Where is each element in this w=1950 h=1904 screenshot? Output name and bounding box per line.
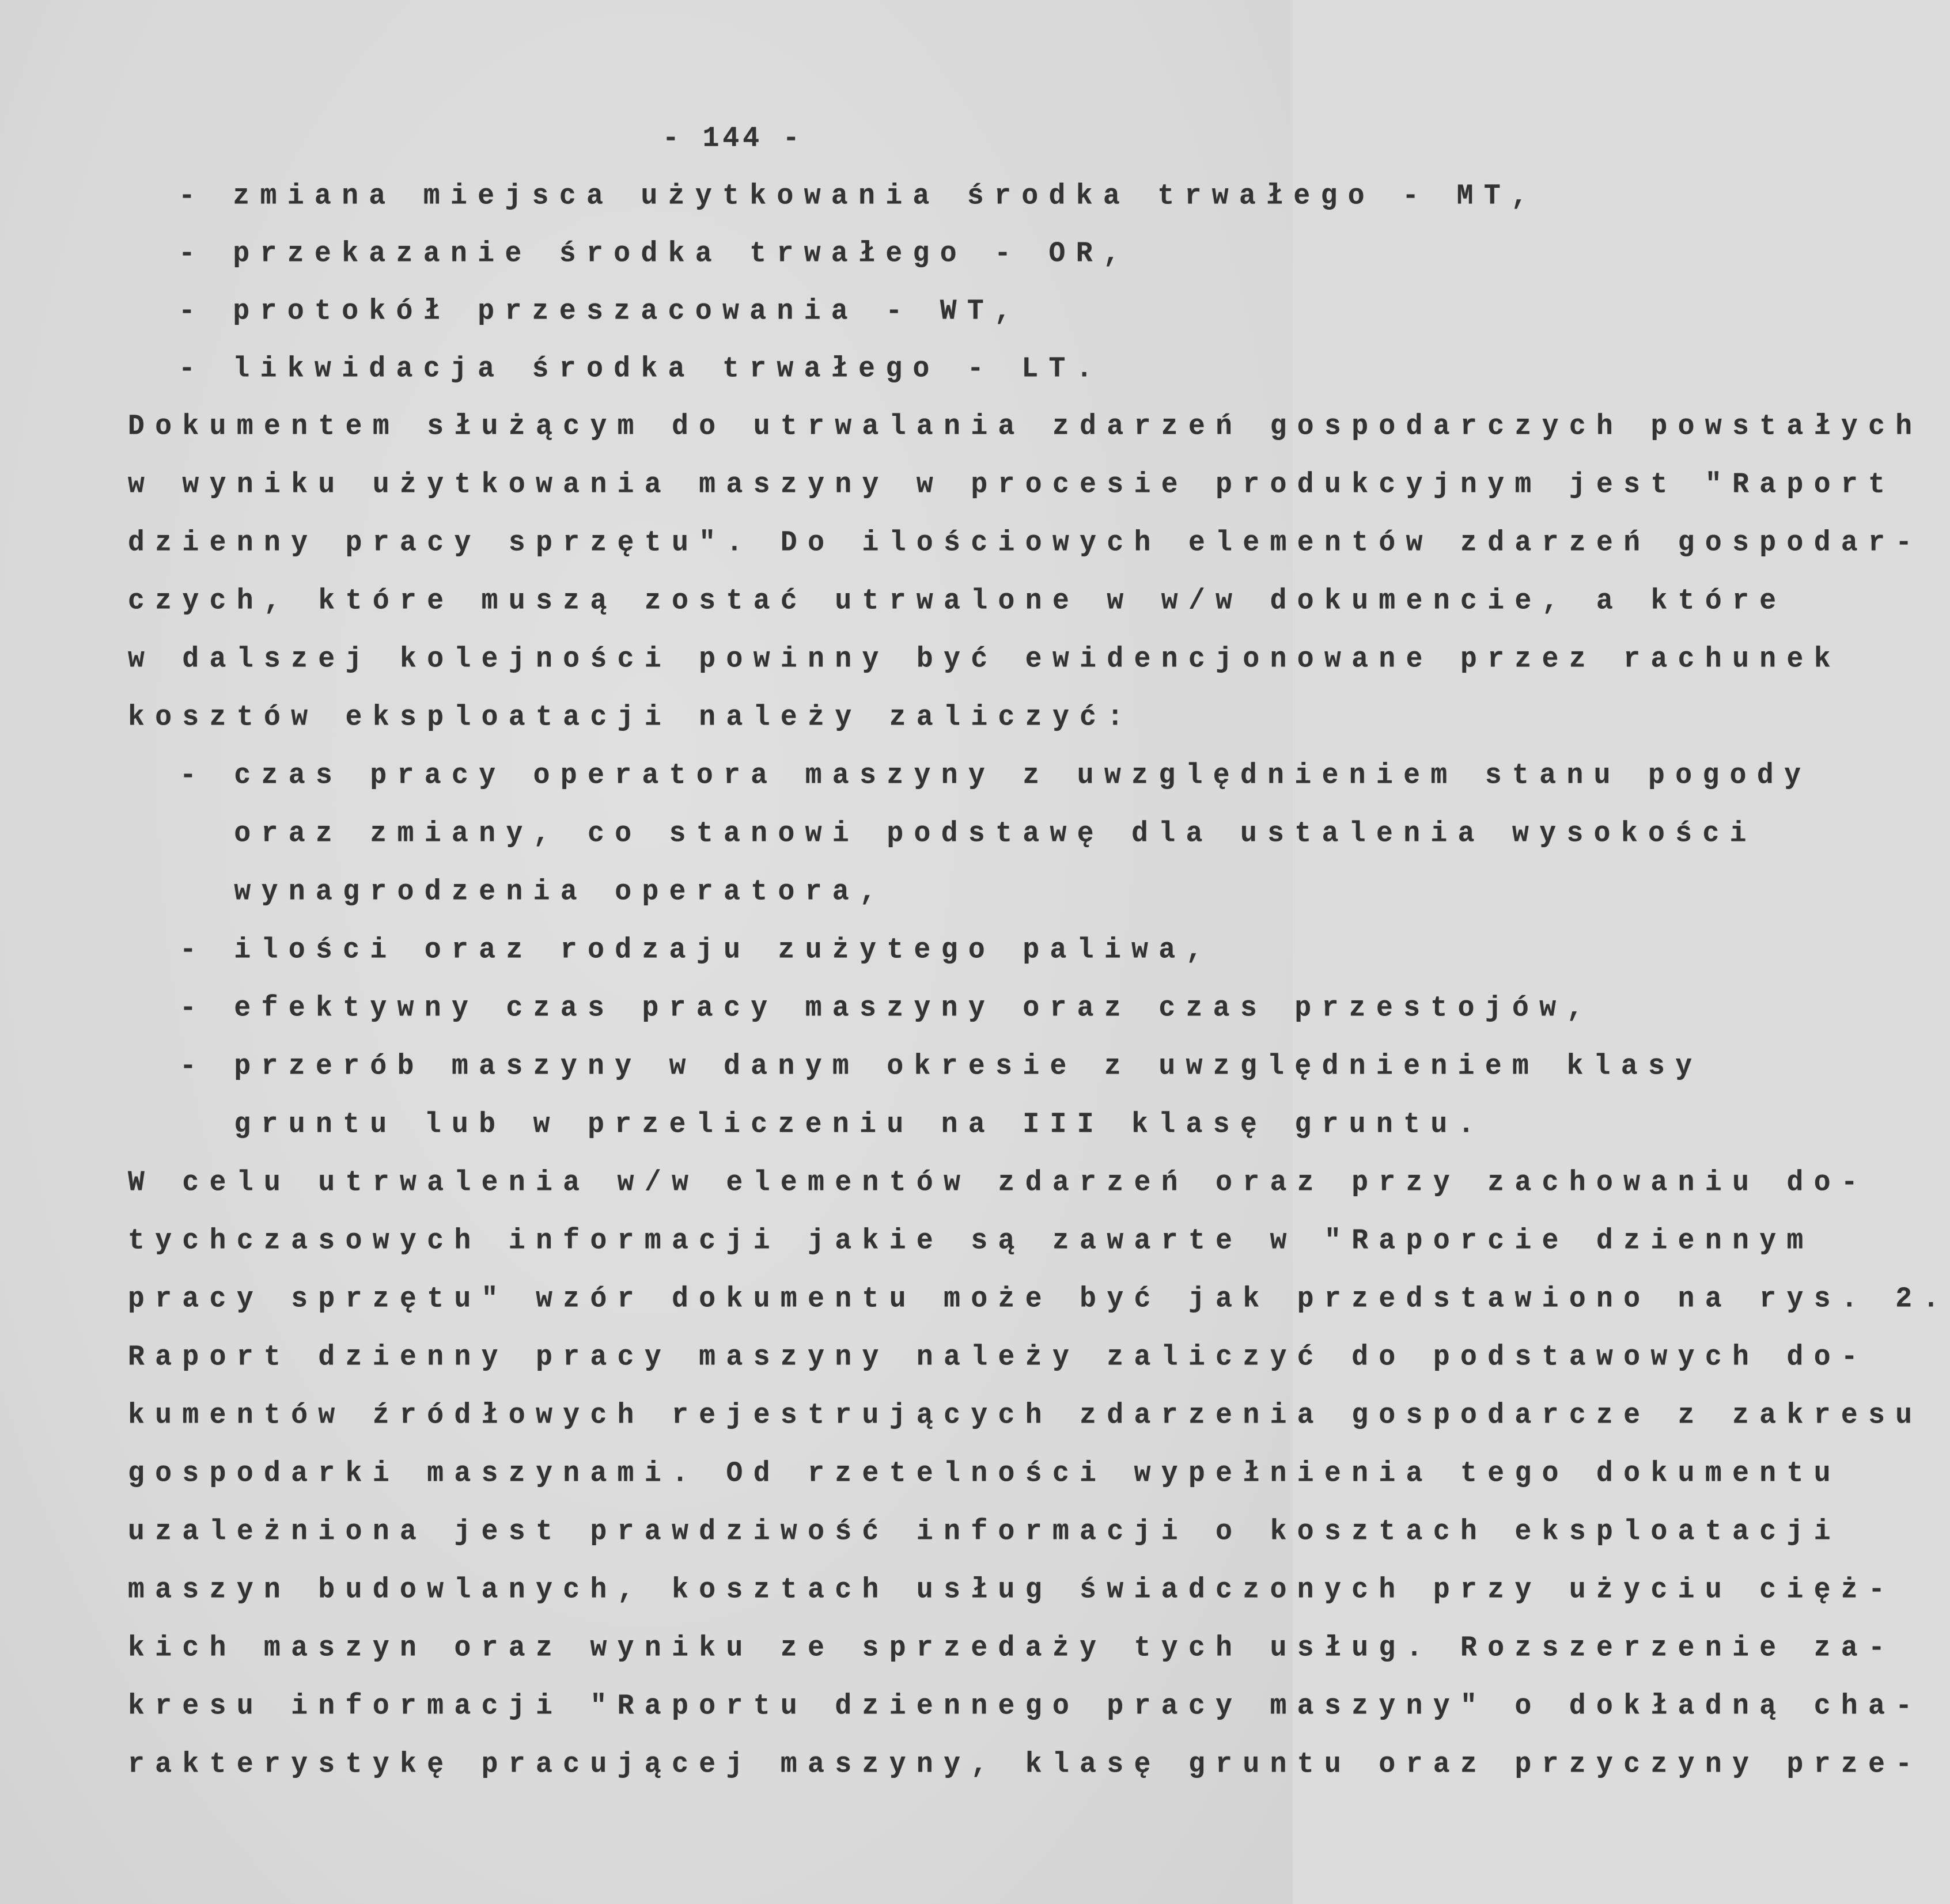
text-line: w dalszej kolejności powinny być ewidencjonowane przez rachunek — [128, 643, 1841, 676]
text-line: kosztów eksploatacji należy zaliczyć: — [128, 701, 1134, 734]
text-line: Raport dzienny pracy maszyny należy zaliczyć do podstawowych do- — [128, 1341, 1869, 1374]
list-item: - zmiana miejsca użytkowania środka trwałego - MT, — [179, 180, 1539, 213]
text-line: dzienny pracy sprzętu". Do ilościowych elementów zdarzeń gospodar- — [128, 526, 1923, 560]
list-item: - przekazanie środka trwałego - OR, — [179, 237, 1131, 271]
list-item: - likwidacja środka trwałego - LT. — [179, 352, 1103, 386]
text-line: czych, które muszą zostać utrwalone w w/w dokumencie, a które — [128, 585, 1787, 618]
list-item-continuation: wynagrodzenia operatora, — [180, 875, 887, 909]
text-line: kresu informacji "Raportu dziennego pracy maszyny" o dokładną cha- — [128, 1690, 1923, 1723]
text-line: gospodarki maszynami. Od rzetelności wypełnienia tego dokumentu — [128, 1457, 1841, 1490]
list-item: - ilości oraz rodzaju zużytego paliwa, — [180, 934, 1213, 967]
text-line: uzależniona jest prawdziwość informacji o kosztach eksploatacji — [128, 1515, 1841, 1549]
text-line: w wyniku użytkowania maszyny w procesie produkcyjnym jest "Raport — [128, 468, 1896, 502]
text-line: pracy sprzętu" wzór dokumentu może być jak przedstawiono na rys. 2. — [128, 1283, 1950, 1316]
text-line: kumentów źródłowych rejestrujących zdarzenia gospodarcze z zakresu — [128, 1399, 1923, 1432]
list-item-continuation: gruntu lub w przeliczeniu na III klasę gruntu. — [180, 1108, 1485, 1141]
list-item: - protokół przeszacowania - WT, — [179, 295, 1022, 328]
list-item: - czas pracy operatora maszyny z uwzględnieniem stanu pogody — [180, 759, 1812, 792]
text-line: kich maszyn oraz wyniku ze sprzedaży tych usług. Rozszerzenie za- — [128, 1632, 1896, 1665]
page-number: - 144 - — [662, 122, 803, 155]
list-item: - przerób maszyny w danym okresie z uwzględnieniem klasy — [180, 1050, 1703, 1083]
list-item-continuation: oraz zmiany, co stanowi podstawę dla ustalenia wysokości — [180, 817, 1757, 851]
text-line: Dokumentem służącym do utrwalania zdarzeń gospodarczych powstałych — [128, 410, 1923, 443]
text-line: W celu utrwalenia w/w elementów zdarzeń oraz przy zachowaniu do- — [128, 1166, 1869, 1200]
text-line: maszyn budowlanych, kosztach usług świadczonych przy użyciu cięż- — [128, 1573, 1896, 1607]
text-line: rakterystykę pracującej maszyny, klasę gruntu oraz przyczyny prze- — [128, 1748, 1923, 1781]
list-item: - efektywny czas pracy maszyny oraz czas przestojów, — [180, 992, 1594, 1025]
text-line: tychczasowych informacji jakie są zawarte w "Raporcie dziennym — [128, 1224, 1814, 1258]
